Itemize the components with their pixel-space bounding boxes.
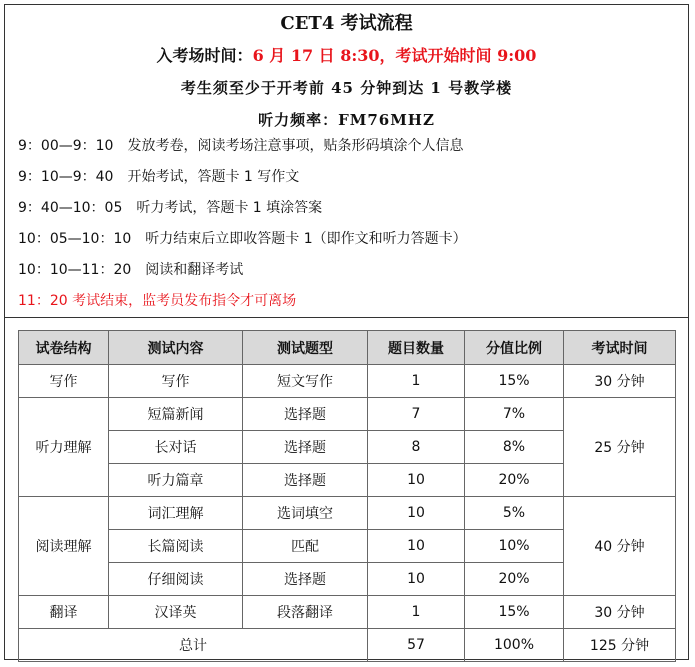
exam-process-section: [4, 4, 689, 318]
listening-frequency: 听力频率：FM76MHZ: [258, 111, 435, 129]
count-cell: 7: [368, 398, 465, 431]
count-cell: 1: [368, 596, 465, 629]
schedule-time: 10：10—11：20: [18, 262, 132, 278]
content-cell: 仔细阅读: [109, 563, 243, 596]
ratio-cell: 20%: [465, 563, 564, 596]
time-cell: 40 分钟: [564, 497, 676, 596]
count-cell: 10: [368, 497, 465, 530]
page-title: CET4 考试流程: [280, 13, 413, 34]
entry-time-value: 6 月 17 日 8:30，考试开始时间 9:00: [252, 46, 537, 65]
total-label-cell: 总计: [19, 629, 368, 662]
content-cell: 短篇新闻: [109, 398, 243, 431]
schedule-time: 9：00—9：10: [18, 138, 114, 154]
time-cell: 30 分钟: [564, 365, 676, 398]
header-cell: 题目数量: [368, 331, 465, 365]
type-cell: 选择题: [243, 431, 368, 464]
ratio-cell: 100%: [465, 629, 564, 662]
count-cell: 10: [368, 563, 465, 596]
schedule-item: [18, 135, 463, 157]
schedule-desc: 开始考试，答题卡 1 写作文: [127, 169, 300, 185]
content-cell: 听力篇章: [109, 464, 243, 497]
arrival-note: 考生须至少于开考前 45 分钟到达 1 号教学楼: [180, 79, 513, 97]
type-cell: 短文写作: [243, 365, 368, 398]
type-cell: 选词填空: [243, 497, 368, 530]
content-cell: 长篇阅读: [109, 530, 243, 563]
schedule-desc: 发放考卷，阅读考场注意事项，贴条形码填涂个人信息: [127, 138, 464, 154]
header-cell: 测试题型: [243, 331, 368, 365]
count-cell: 10: [368, 464, 465, 497]
schedule-item: [18, 166, 299, 188]
count-cell: 10: [368, 530, 465, 563]
count-cell: 8: [368, 431, 465, 464]
type-cell: 选择题: [243, 563, 368, 596]
count-cell: 57: [368, 629, 465, 662]
schedule-desc: 听力结束后立即收答题卡 1（即作文和听力答题卡）: [145, 231, 467, 247]
schedule-item: [18, 197, 322, 219]
content-cell: 长对话: [109, 431, 243, 464]
header-cell: 分值比例: [465, 331, 564, 365]
schedule-item: [18, 228, 467, 250]
header-cell: 考试时间: [564, 331, 676, 365]
section-cell: 写作: [19, 365, 109, 398]
time-cell: 30 分钟: [564, 596, 676, 629]
ratio-cell: 5%: [465, 497, 564, 530]
ratio-cell: 8%: [465, 431, 564, 464]
schedule-time: 11：20: [18, 293, 68, 309]
exam-structure-table: [18, 330, 676, 662]
time-cell: 25 分钟: [564, 398, 676, 497]
header-cell: 测试内容: [109, 331, 243, 365]
table-row: [19, 497, 676, 530]
section-cell: 阅读理解: [19, 497, 109, 596]
ratio-cell: 15%: [465, 596, 564, 629]
table-row-total: [19, 629, 676, 662]
entry-time-line: [4, 44, 689, 68]
section-cell: 听力理解: [19, 398, 109, 497]
table-header-row: [19, 331, 676, 365]
schedule-desc: 听力考试，答题卡 1 填涂答案: [136, 200, 323, 216]
time-cell: 125 分钟: [564, 629, 676, 662]
type-cell: 选择题: [243, 398, 368, 431]
schedule-desc: 阅读和翻译考试: [145, 262, 244, 278]
type-cell: 匹配: [243, 530, 368, 563]
count-cell: 1: [368, 365, 465, 398]
ratio-cell: 15%: [465, 365, 564, 398]
schedule-item: [18, 259, 243, 281]
type-cell: 段落翻译: [243, 596, 368, 629]
ratio-cell: 7%: [465, 398, 564, 431]
schedule-time: 10：05—10：10: [18, 231, 132, 247]
schedule-item-end: [18, 290, 296, 312]
schedule-time: 9：40—10：05: [18, 200, 123, 216]
schedule-desc: 考试结束，监考员发布指令才可离场: [72, 293, 297, 309]
content-cell: 汉译英: [109, 596, 243, 629]
table-row-writing: [19, 365, 676, 398]
table-row: [19, 398, 676, 431]
content-cell: 词汇理解: [109, 497, 243, 530]
table-row-translation: [19, 596, 676, 629]
ratio-cell: 20%: [465, 464, 564, 497]
ratio-cell: 10%: [465, 530, 564, 563]
content-cell: 写作: [109, 365, 243, 398]
header-cell: 试卷结构: [19, 331, 109, 365]
entry-time-label: 入考场时间：: [156, 46, 253, 65]
schedule-time: 9：10—9：40: [18, 169, 114, 185]
section-cell: 翻译: [19, 596, 109, 629]
type-cell: 选择题: [243, 464, 368, 497]
